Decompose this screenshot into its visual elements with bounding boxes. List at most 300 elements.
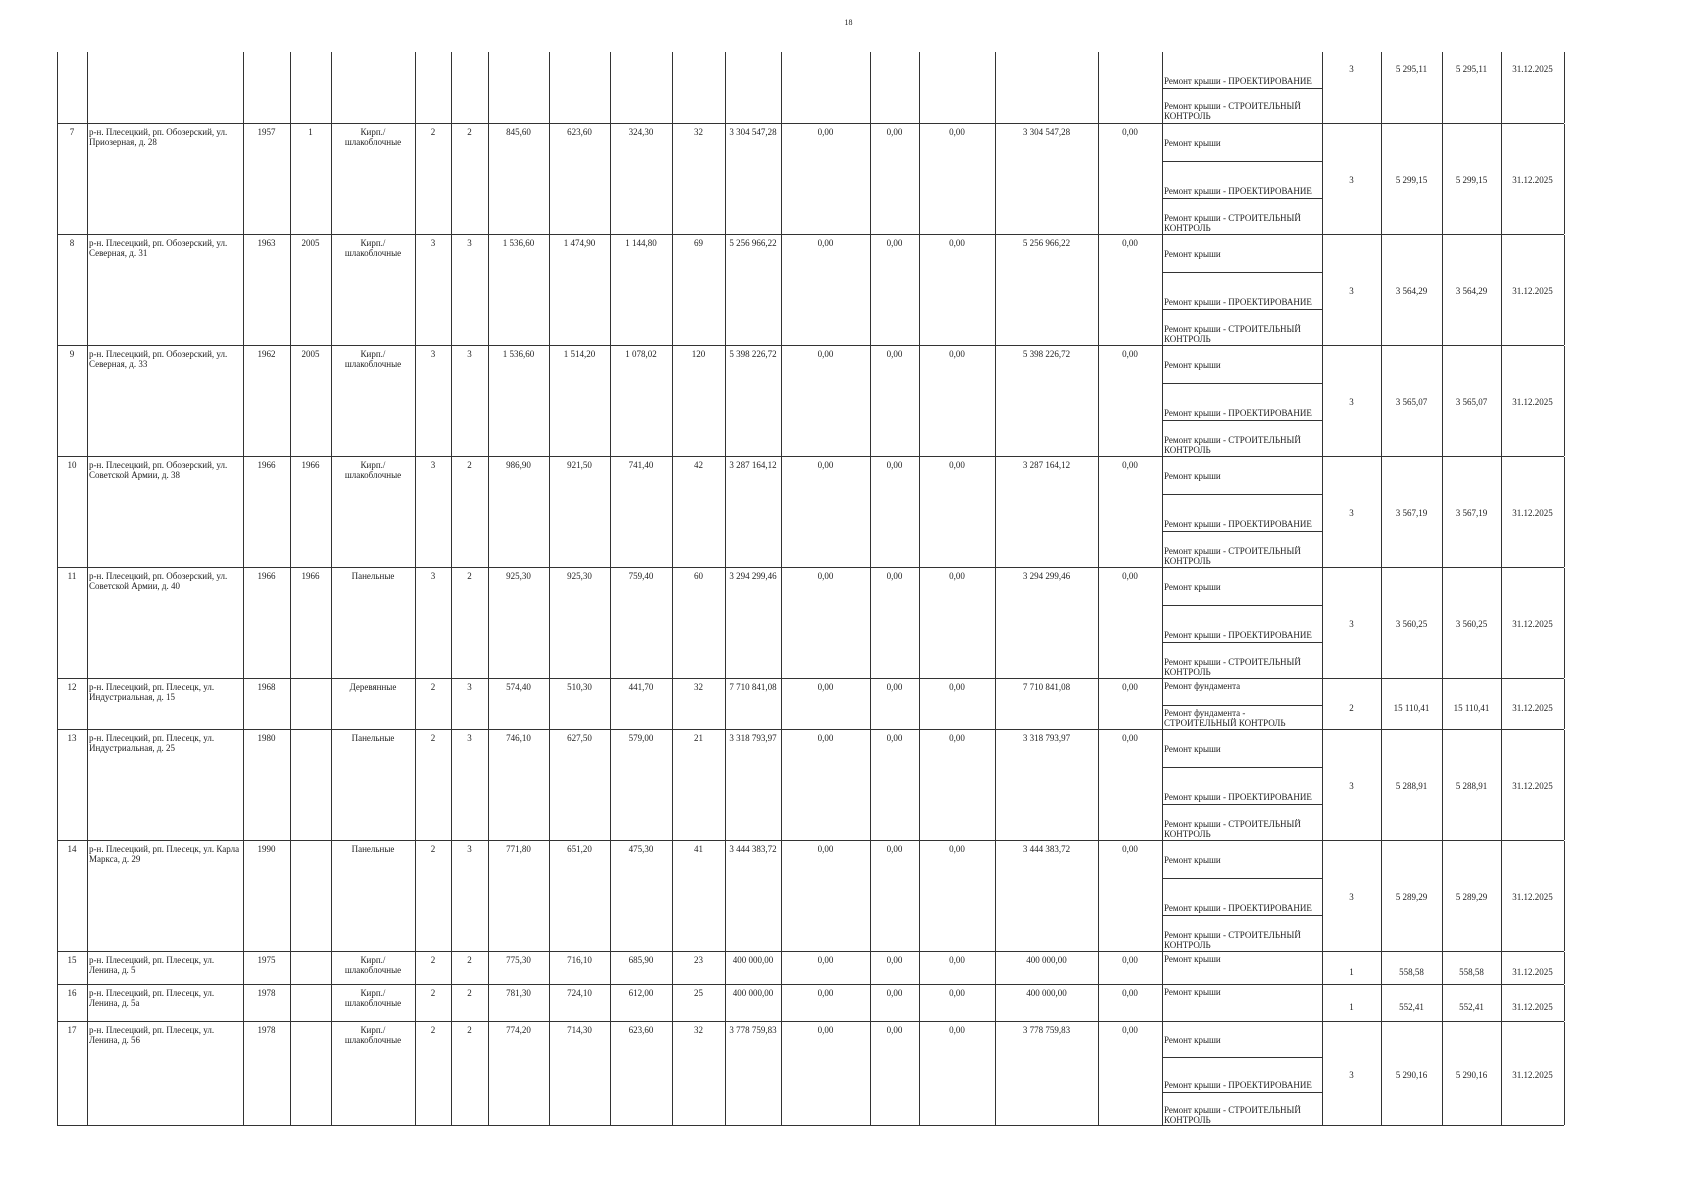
work-item <box>1162 730 1322 767</box>
cell-cost-local: 0,00 <box>949 955 965 965</box>
column-rule <box>290 952 291 984</box>
column-rule <box>781 568 782 678</box>
cell-cost-owners: 5 256 966,22 <box>1022 238 1071 248</box>
cell-num: 14 <box>67 844 77 854</box>
cell-cost-federal: 0,00 <box>817 1025 834 1035</box>
column-rule <box>1098 1022 1099 1125</box>
column-rule <box>87 730 88 840</box>
work-item <box>1162 420 1322 457</box>
column-rule <box>290 235 291 345</box>
column-rule <box>725 457 726 567</box>
work-item-label: Ремонт крыши <box>1164 854 1221 865</box>
cell-year-built: 1966 <box>257 571 276 581</box>
cell-floors: 2 <box>430 127 436 137</box>
cell-area-total: 771,80 <box>506 844 531 854</box>
column-rule <box>725 568 726 678</box>
cell-cost-unit: 3 567,19 <box>1395 507 1428 518</box>
column-rule <box>87 124 88 234</box>
cell-cost-local: 0,00 <box>949 127 965 137</box>
cell-unit: 3 <box>1349 1069 1354 1080</box>
cell-floors: 3 <box>430 460 436 470</box>
cell-area-total: 1 536,60 <box>502 349 535 359</box>
work-item <box>1162 705 1322 731</box>
work-item-label: Ремонт крыши <box>1164 137 1221 148</box>
cell-cost-owners: 3 318 793,97 <box>1022 733 1071 743</box>
page-number: 18 <box>844 18 853 27</box>
column-rule <box>919 952 920 984</box>
cell-cost-owners: 7 710 841,08 <box>1022 682 1071 692</box>
column-rule <box>415 952 416 984</box>
column-rule <box>331 52 332 123</box>
cell-num: 15 <box>67 955 77 965</box>
cell-cost-max: 5 288,91 <box>1455 780 1488 791</box>
cell-wall: Кирп./ шлакоблочные <box>344 349 402 369</box>
column-rule <box>415 730 416 840</box>
work-item-label: Ремонт крыши - ПРОЕКТИРОВАНИЕ <box>1164 75 1312 86</box>
cell-year-built: 1975 <box>257 955 276 965</box>
column-rule <box>919 235 920 345</box>
cell-num: 11 <box>67 571 77 581</box>
column-rule <box>451 52 452 123</box>
cell-cost-owners: 3 778 759,83 <box>1022 1025 1071 1035</box>
cell-area-total: 845,60 <box>506 127 531 137</box>
cell-area-premises: 1 474,90 <box>563 238 596 248</box>
cell-wall: Панельные <box>351 733 395 743</box>
work-item-label: Ремонт крыши - СТРОИТЕЛЬНЫЙ КОНТРОЛЬ <box>1164 930 1301 950</box>
column-rule <box>87 235 88 345</box>
cell-cost-regional: 0,00 <box>886 127 903 137</box>
column-rule <box>549 457 550 567</box>
cell-cost-owners: 400 000,00 <box>1026 955 1067 965</box>
table-row <box>57 345 1564 456</box>
column-rule <box>610 730 611 840</box>
cell-year-built: 1990 <box>257 844 276 854</box>
cell-residents: 41 <box>694 844 703 854</box>
column-rule <box>290 841 291 951</box>
cell-cost-local: 0,00 <box>949 988 965 998</box>
cell-cost-total: 3 304 547,28 <box>729 127 777 137</box>
work-item-label: Ремонт крыши - ПРОЕКТИРОВАНИЕ <box>1164 408 1312 418</box>
work-item-label: Ремонт крыши - СТРОИТЕЛЬНЫЙ КОНТРОЛЬ <box>1164 546 1301 566</box>
cell-residents: 42 <box>694 460 703 470</box>
cell-area-living: 475,30 <box>628 844 654 854</box>
work-item-label: Ремонт крыши - ПРОЕКТИРОВАНИЕ <box>1164 792 1312 802</box>
column-rule <box>995 235 996 345</box>
column-rule <box>87 568 88 678</box>
cell-area-premises: 1 514,20 <box>563 349 596 359</box>
cell-area-total: 986,90 <box>506 460 531 470</box>
column-rule <box>1564 1022 1565 1125</box>
cell-year-recon: 1966 <box>301 571 320 581</box>
cell-deadline: 31.12.2025 <box>1512 64 1553 74</box>
column-rule <box>610 235 611 345</box>
cell-address: р-н. Плесецкий, рп. Обозерский, ул. Северная, д. 33 <box>89 349 228 369</box>
cell-cost-unit: 5 289,29 <box>1395 891 1428 902</box>
cell-wall: Панельные <box>351 571 395 581</box>
column-rule <box>331 568 332 678</box>
column-rule <box>995 568 996 678</box>
column-rule <box>919 985 920 1021</box>
cell-cost-local: 0,00 <box>949 460 965 470</box>
work-item-label: Ремонт крыши - СТРОИТЕЛЬНЫЙ КОНТРОЛЬ <box>1164 819 1301 839</box>
cell-cost-local: 0,00 <box>949 1025 965 1035</box>
work-item-label: Ремонт крыши - СТРОИТЕЛЬНЫЙ КОНТРОЛЬ <box>1164 435 1301 455</box>
work-item <box>1162 642 1322 679</box>
cell-cost-federal: 0,00 <box>817 238 834 248</box>
column-rule <box>290 568 291 678</box>
cell-deadline: 31.12.2025 <box>1512 966 1553 977</box>
column-rule <box>610 457 611 567</box>
column-rule <box>870 952 871 984</box>
column-rule <box>870 841 871 951</box>
work-item-label: Ремонт крыши - СТРОИТЕЛЬНЫЙ КОНТРОЛЬ <box>1164 101 1301 121</box>
column-rule <box>415 346 416 456</box>
cell-area-total: 775,30 <box>506 955 531 965</box>
table-row <box>57 123 1564 234</box>
cell-cost-unit: 558,58 <box>1399 966 1424 977</box>
cell-entrances: 2 <box>467 460 472 470</box>
cell-num: 13 <box>67 733 77 743</box>
cell-deadline: 31.12.2025 <box>1512 174 1553 185</box>
cell-cost-owners: 3 304 547,28 <box>1022 127 1071 137</box>
cell-cost-total: 3 294 299,46 <box>729 571 777 581</box>
column-rule <box>610 124 611 234</box>
column-rule <box>87 457 88 567</box>
column-rule <box>870 457 871 567</box>
column-rule <box>451 568 452 678</box>
cell-unit: 2 <box>1349 702 1354 713</box>
column-rule <box>57 346 58 456</box>
cell-entrances: 3 <box>467 682 472 692</box>
cell-cost-max: 5 295,11 <box>1455 64 1488 74</box>
work-item-label: Ремонт крыши <box>1164 248 1221 259</box>
cell-area-premises: 714,30 <box>567 1025 592 1035</box>
cell-unit: 3 <box>1349 780 1354 791</box>
column-rule <box>243 985 244 1021</box>
column-rule <box>87 985 88 1021</box>
cell-residents: 32 <box>694 682 703 692</box>
cell-residents: 120 <box>691 349 706 359</box>
cell-wall: Кирп./ шлакоблочные <box>344 1025 402 1045</box>
work-item <box>1162 985 1322 1022</box>
work-item <box>1162 124 1322 161</box>
cell-num: 10 <box>67 460 77 470</box>
column-rule <box>1098 841 1099 951</box>
column-rule <box>331 457 332 567</box>
column-rule <box>919 1022 920 1125</box>
cell-year-built: 1957 <box>257 127 276 137</box>
cell-cost-local: 0,00 <box>949 682 965 692</box>
cell-deadline: 31.12.2025 <box>1512 702 1553 713</box>
column-rule <box>725 1022 726 1125</box>
cell-cost-federal: 0,00 <box>817 127 834 137</box>
column-rule <box>549 1022 550 1125</box>
cell-area-living: 1 078,02 <box>625 349 657 359</box>
work-item-label: Ремонт крыши - СТРОИТЕЛЬНЫЙ КОНТРОЛЬ <box>1164 657 1301 677</box>
cell-cost-federal: 0,00 <box>817 571 834 581</box>
cell-deadline: 31.12.2025 <box>1512 1069 1553 1080</box>
work-item <box>1162 161 1322 198</box>
column-rule <box>1564 124 1565 234</box>
column-rule <box>610 346 611 456</box>
cell-cost-local: 0,00 <box>949 349 965 359</box>
work-item-label: Ремонт крыши <box>1164 359 1221 370</box>
cell-floors: 3 <box>430 349 436 359</box>
cell-area-total: 1 536,60 <box>502 238 535 248</box>
work-item-label: Ремонт крыши - ПРОЕКТИРОВАНИЕ <box>1164 297 1312 307</box>
cell-deadline: 31.12.2025 <box>1512 285 1553 296</box>
cell-address: р-н. Плесецкий, рп. Плесецк, ул. Ленина, д. 56 <box>89 1025 215 1045</box>
column-rule <box>488 985 489 1021</box>
column-rule <box>672 679 673 729</box>
cell-area-premises: 627,50 <box>567 733 592 743</box>
cell-cost-total: 3 287 164,12 <box>729 460 777 470</box>
work-item <box>1162 1022 1322 1057</box>
column-rule <box>610 985 611 1021</box>
work-item-label: Ремонт крыши - ПРОЕКТИРОВАНИЕ <box>1164 519 1312 529</box>
cell-cost-other: 0,00 <box>1122 955 1138 965</box>
column-rule <box>415 52 416 123</box>
cell-cost-other: 0,00 <box>1122 460 1138 470</box>
column-rule <box>995 457 996 567</box>
column-rule <box>549 124 550 234</box>
column-rule <box>1564 985 1565 1021</box>
column-rule <box>451 235 452 345</box>
column-rule <box>415 679 416 729</box>
column-rule <box>781 457 782 567</box>
cell-deadline: 31.12.2025 <box>1512 618 1553 629</box>
table-row <box>57 984 1564 1021</box>
column-rule <box>87 679 88 729</box>
cell-unit: 1 <box>1349 966 1354 977</box>
cell-area-total: 781,30 <box>506 988 531 998</box>
column-rule <box>870 1022 871 1125</box>
cell-year-built: 1968 <box>257 682 276 692</box>
cell-cost-max: 3 567,19 <box>1455 507 1488 518</box>
cell-cost-total: 7 710 841,08 <box>729 682 777 692</box>
column-rule <box>725 52 726 123</box>
cell-cost-regional: 0,00 <box>886 988 903 998</box>
column-rule <box>488 124 489 234</box>
cell-year-recon: 2005 <box>301 238 320 248</box>
column-rule <box>1564 235 1565 345</box>
cell-cost-unit: 5 295,11 <box>1395 64 1428 74</box>
column-rule <box>488 1022 489 1125</box>
cell-area-living: 759,40 <box>628 571 654 581</box>
column-rule <box>1098 124 1099 234</box>
column-rule <box>549 952 550 984</box>
cell-deadline: 31.12.2025 <box>1512 1001 1553 1012</box>
cell-cost-regional: 0,00 <box>886 460 903 470</box>
work-item <box>1162 272 1322 309</box>
work-item <box>1162 52 1322 88</box>
cell-area-premises: 623,60 <box>567 127 592 137</box>
table-row <box>57 567 1564 678</box>
cell-cost-regional: 0,00 <box>886 955 903 965</box>
column-rule <box>1564 568 1565 678</box>
cell-cost-local: 0,00 <box>949 571 965 581</box>
work-item <box>1162 767 1322 804</box>
work-item <box>1162 1057 1322 1092</box>
column-rule <box>415 568 416 678</box>
cell-area-living: 612,00 <box>628 988 654 998</box>
column-rule <box>488 457 489 567</box>
cell-year-built: 1962 <box>257 349 276 359</box>
table-row <box>57 840 1564 951</box>
column-rule <box>290 457 291 567</box>
column-rule <box>919 124 920 234</box>
cell-wall: Кирп./ шлакоблочные <box>344 238 402 258</box>
column-rule <box>549 730 550 840</box>
cell-wall: Кирп./ шлакоблочные <box>344 127 402 147</box>
work-item <box>1162 309 1322 346</box>
column-rule <box>725 124 726 234</box>
column-rule <box>919 346 920 456</box>
cell-area-premises: 716,10 <box>567 955 592 965</box>
cell-area-premises: 651,20 <box>567 844 592 854</box>
cell-area-total: 746,10 <box>506 733 531 743</box>
cell-wall: Кирп./ шлакоблочные <box>344 988 402 1008</box>
cell-num: 16 <box>67 988 77 998</box>
column-rule <box>672 52 673 123</box>
cell-area-premises: 921,50 <box>567 460 592 470</box>
cell-area-living: 324,30 <box>628 127 654 137</box>
column-rule <box>1098 235 1099 345</box>
column-rule <box>290 985 291 1021</box>
cell-address: р-н. Плесецкий, рп. Обозерский, ул. Северная, д. 31 <box>89 238 228 258</box>
work-item <box>1162 88 1322 124</box>
column-rule <box>243 346 244 456</box>
cell-residents: 69 <box>694 238 703 248</box>
cell-year-recon: 1 <box>308 127 313 137</box>
column-rule <box>781 1022 782 1125</box>
work-item-label: Ремонт крыши <box>1164 987 1221 997</box>
work-item <box>1162 1092 1322 1127</box>
cell-cost-other: 0,00 <box>1122 571 1138 581</box>
column-rule <box>331 124 332 234</box>
cell-unit: 3 <box>1349 64 1354 74</box>
cell-num: 8 <box>69 238 75 248</box>
column-rule <box>1564 730 1565 840</box>
column-rule <box>870 124 871 234</box>
column-rule <box>488 235 489 345</box>
cell-num: 12 <box>67 682 77 692</box>
column-rule <box>243 952 244 984</box>
column-rule <box>610 679 611 729</box>
cell-num: 9 <box>69 349 75 359</box>
cell-entrances: 3 <box>467 349 472 359</box>
cell-address: р-н. Плесецкий, рп. Плесецк, ул. Индустриальная, д. 25 <box>89 733 215 753</box>
cell-num: 17 <box>67 1025 77 1035</box>
cell-area-living: 441,70 <box>628 682 654 692</box>
table-row <box>57 1021 1564 1126</box>
column-rule <box>870 985 871 1021</box>
work-item <box>1162 568 1322 605</box>
column-rule <box>672 985 673 1021</box>
cell-cost-max: 15 110,41 <box>1453 702 1490 713</box>
cell-area-premises: 510,30 <box>567 682 592 692</box>
column-rule <box>1442 52 1443 123</box>
work-item-label: Ремонт фундамента - СТРОИТЕЛЬНЫЙ КОНТРОЛЬ <box>1164 708 1286 728</box>
cell-cost-owners: 3 444 383,72 <box>1022 844 1071 854</box>
cell-cost-total: 400 000,00 <box>732 955 774 965</box>
cell-area-total: 925,30 <box>506 571 531 581</box>
column-rule <box>290 1022 291 1125</box>
column-rule <box>415 124 416 234</box>
work-item <box>1162 346 1322 383</box>
cell-cost-regional: 0,00 <box>886 682 903 692</box>
cell-area-living: 685,90 <box>628 955 654 965</box>
column-rule <box>415 1022 416 1125</box>
cell-area-living: 623,60 <box>628 1025 654 1035</box>
column-rule <box>549 346 550 456</box>
cell-deadline: 31.12.2025 <box>1512 891 1553 902</box>
work-item-label: Ремонт крыши <box>1164 581 1221 592</box>
cell-cost-federal: 0,00 <box>817 349 834 359</box>
work-item-label: Ремонт крыши <box>1164 954 1221 964</box>
cell-year-built: 1978 <box>257 988 276 998</box>
work-item-label: Ремонт крыши - ПРОЕКТИРОВАНИЕ <box>1164 630 1312 640</box>
cell-cost-federal: 0,00 <box>817 955 834 965</box>
work-item-label: Ремонт крыши <box>1164 470 1221 481</box>
cell-cost-regional: 0,00 <box>886 349 903 359</box>
column-rule <box>415 235 416 345</box>
column-rule <box>870 346 871 456</box>
column-rule <box>870 679 871 729</box>
cell-cost-federal: 0,00 <box>817 682 834 692</box>
cell-area-living: 741,40 <box>628 460 654 470</box>
column-rule <box>488 952 489 984</box>
column-rule <box>290 124 291 234</box>
column-rule <box>415 985 416 1021</box>
column-rule <box>725 841 726 951</box>
column-rule <box>870 568 871 678</box>
column-rule <box>610 1022 611 1125</box>
work-item <box>1162 804 1322 841</box>
column-rule <box>488 52 489 123</box>
column-rule <box>610 52 611 123</box>
column-rule <box>57 841 58 951</box>
column-rule <box>870 52 871 123</box>
column-rule <box>243 841 244 951</box>
column-rule <box>1501 52 1502 123</box>
cell-cost-unit: 5 288,91 <box>1395 780 1428 791</box>
column-rule <box>1564 952 1565 984</box>
cell-cost-total: 3 778 759,83 <box>729 1025 777 1035</box>
column-rule <box>549 679 550 729</box>
cell-cost-other: 0,00 <box>1122 127 1138 137</box>
column-rule <box>87 52 88 123</box>
work-item-label: Ремонт крыши - СТРОИТЕЛЬНЫЙ КОНТРОЛЬ <box>1164 1105 1301 1125</box>
column-rule <box>451 1022 452 1125</box>
column-rule <box>87 346 88 456</box>
column-rule <box>919 52 920 123</box>
table-row <box>57 729 1564 840</box>
cell-entrances: 2 <box>467 127 472 137</box>
work-item-label: Ремонт крыши - ПРОЕКТИРОВАНИЕ <box>1164 903 1312 913</box>
work-item <box>1162 679 1322 705</box>
cell-cost-total: 3 444 383,72 <box>729 844 777 854</box>
cell-cost-unit: 15 110,41 <box>1393 702 1430 713</box>
work-item <box>1162 841 1322 878</box>
cell-floors: 2 <box>430 988 436 998</box>
column-rule <box>995 841 996 951</box>
column-rule <box>243 235 244 345</box>
column-rule <box>919 679 920 729</box>
column-rule <box>725 730 726 840</box>
table-row <box>57 951 1564 984</box>
cell-year-built: 1963 <box>257 238 276 248</box>
